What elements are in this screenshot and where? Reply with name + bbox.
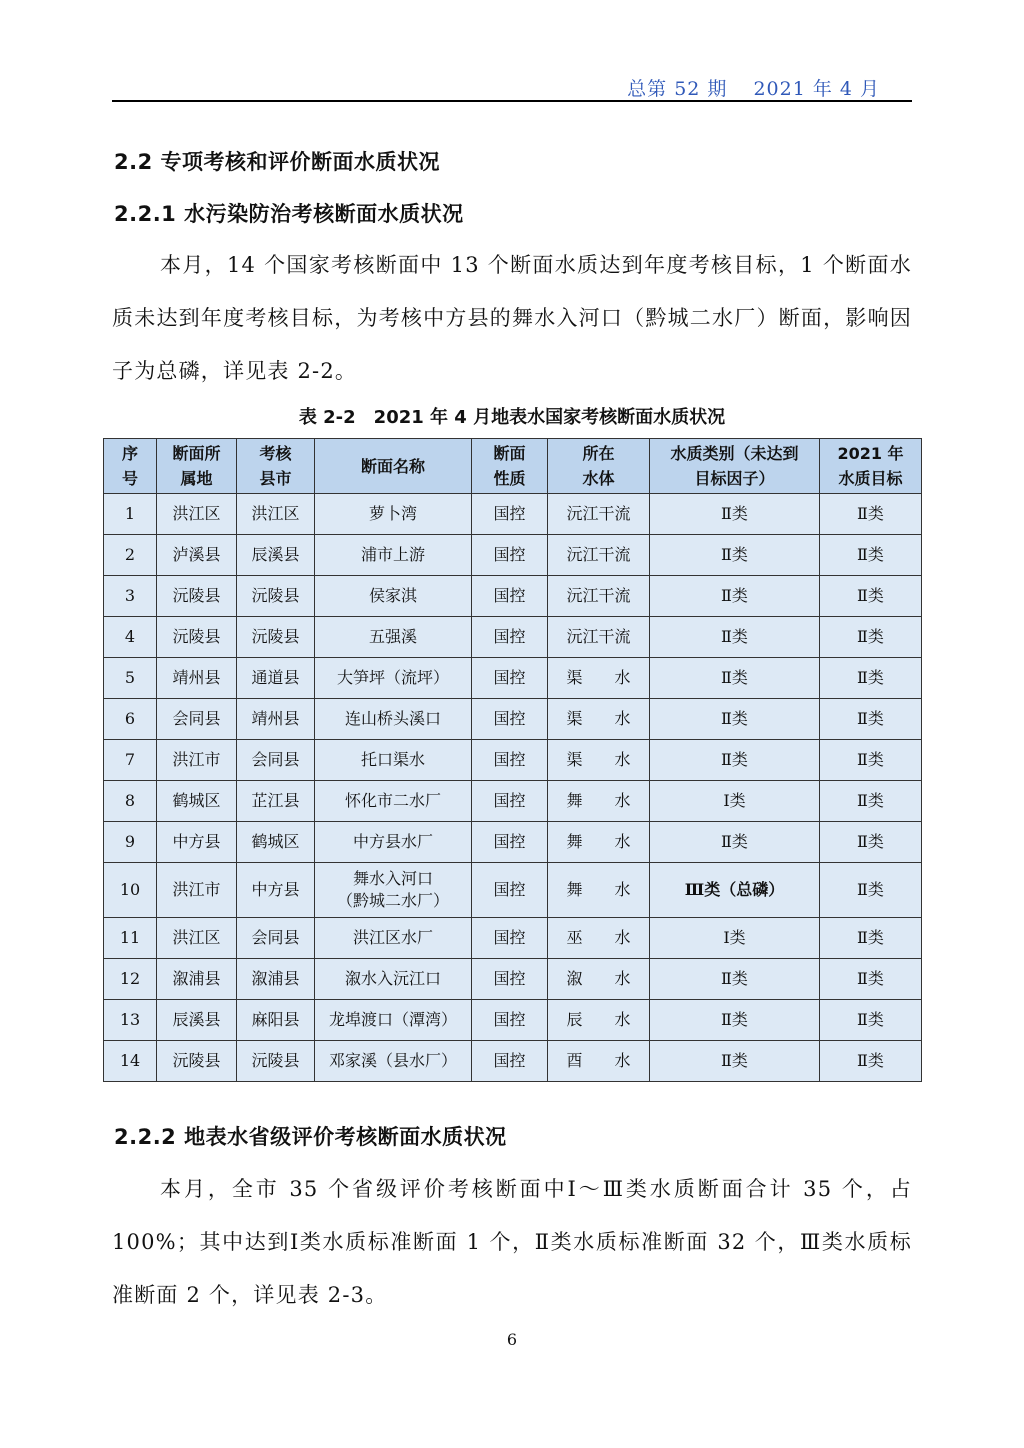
cell-county: 会同县: [237, 918, 315, 959]
cell-nature: 国控: [472, 918, 548, 959]
cell-no: 6: [104, 699, 157, 740]
cell-locality: 泸溪县: [157, 535, 237, 576]
header-target: 2021 年 水质目标: [820, 439, 922, 494]
cell-section-name: 龙埠渡口（潭湾）: [315, 1000, 472, 1041]
cell-no: 8: [104, 781, 157, 822]
cell-water-body: 沅江干流: [548, 617, 650, 658]
cell-county: 沅陵县: [237, 617, 315, 658]
table-row: [104, 918, 922, 959]
cell-quality-category: Ⅱ类: [650, 658, 820, 699]
cell-water-body: 舞 水: [548, 781, 650, 822]
cell-locality: 会同县: [157, 699, 237, 740]
cell-water-body: 渠 水: [548, 699, 650, 740]
cell-section-name: 侯家淇: [315, 576, 472, 617]
cell-quality-category: Ⅱ类: [650, 822, 820, 863]
cell-target: Ⅱ类: [820, 959, 922, 1000]
section-2-2-2-title: 2.2.2 地表水省级评价考核断面水质状况: [114, 1125, 507, 1149]
cell-section-name: 中方县水厂: [315, 822, 472, 863]
cell-no: 10: [104, 863, 157, 918]
cell-nature: 国控: [472, 863, 548, 918]
cell-county: 辰溪县: [237, 535, 315, 576]
cell-quality-category: Ⅱ类: [650, 494, 820, 535]
water-quality-table: [103, 438, 922, 1082]
cell-no: 14: [104, 1041, 157, 1082]
section-2-2-1-title: 2.2.1 水污染防治考核断面水质状况: [114, 202, 464, 226]
cell-locality: 辰溪县: [157, 1000, 237, 1041]
cell-nature: 国控: [472, 658, 548, 699]
cell-nature: 国控: [472, 494, 548, 535]
cell-target: Ⅱ类: [820, 658, 922, 699]
cell-county: 靖州县: [237, 699, 315, 740]
cell-target: Ⅱ类: [820, 781, 922, 822]
cell-target: Ⅱ类: [820, 740, 922, 781]
cell-section-name: 连山桥头溪口: [315, 699, 472, 740]
cell-section-name: 洪江区水厂: [315, 918, 472, 959]
cell-target: Ⅱ类: [820, 617, 922, 658]
cell-section-name: 萝卜湾: [315, 494, 472, 535]
cell-quality-category: Ⅱ类: [650, 576, 820, 617]
cell-quality-category: Ⅱ类: [650, 959, 820, 1000]
table-row: [104, 863, 922, 918]
cell-quality-category: Ⅱ类: [650, 617, 820, 658]
section-name-line: （黔城二水厂）: [336, 891, 449, 910]
cell-quality-category: Ⅱ类: [650, 1000, 820, 1041]
header-section-name: 断面名称: [315, 439, 472, 494]
cell-county: 通道县: [237, 658, 315, 699]
cell-water-body: 溆 水: [548, 959, 650, 1000]
table-header-row: [104, 439, 922, 494]
cell-locality: 中方县: [157, 822, 237, 863]
cell-locality: 沅陵县: [157, 576, 237, 617]
cell-nature: 国控: [472, 535, 548, 576]
cell-no: 2: [104, 535, 157, 576]
cell-no: 7: [104, 740, 157, 781]
table-row: [104, 617, 922, 658]
cell-locality: 沅陵县: [157, 617, 237, 658]
cell-water-body: 沅江干流: [548, 576, 650, 617]
cell-target: Ⅱ类: [820, 918, 922, 959]
cell-county: 沅陵县: [237, 576, 315, 617]
cell-county: 洪江区: [237, 494, 315, 535]
table-row: [104, 740, 922, 781]
cell-water-body: 辰 水: [548, 1000, 650, 1041]
cell-nature: 国控: [472, 740, 548, 781]
cell-quality-category: Ⅱ类: [650, 535, 820, 576]
cell-target: Ⅱ类: [820, 699, 922, 740]
cell-locality: 沅陵县: [157, 1041, 237, 1082]
cell-no: 1: [104, 494, 157, 535]
cell-section-name: 大笋坪（流坪）: [315, 658, 472, 699]
cell-nature: 国控: [472, 617, 548, 658]
header-quality-category: 水质类别（未达到 目标因子）: [650, 439, 820, 494]
cell-quality-category: Ⅱ类: [650, 1041, 820, 1082]
section-2-2-2-paragraph: 本月，全市 35 个省级评价考核断面中Ⅰ～Ⅲ类水质断面合计 35 个，占 100%；其中达到Ⅰ类水质标准断面 1 个，Ⅱ类水质标准断面 32 个，Ⅲ类水质标准断面 2 个，详见表 2-3。: [112, 1177, 912, 1307]
cell-target: Ⅱ类: [820, 863, 922, 918]
header-no: 序 号: [104, 439, 157, 494]
cell-county: 会同县: [237, 740, 315, 781]
cell-target: Ⅱ类: [820, 822, 922, 863]
cell-county: 中方县: [237, 863, 315, 918]
cell-quality-category: Ⅰ类: [650, 781, 820, 822]
cell-water-body: 巫 水: [548, 918, 650, 959]
header-locality: 断面所 属地: [157, 439, 237, 494]
cell-target: Ⅱ类: [820, 535, 922, 576]
cell-nature: 国控: [472, 822, 548, 863]
cell-no: 12: [104, 959, 157, 1000]
header-water-body: 所在 水体: [548, 439, 650, 494]
cell-section-name: 怀化市二水厂: [315, 781, 472, 822]
issue-date: 2021 年 4 月: [753, 78, 880, 100]
page-header: [627, 74, 880, 101]
cell-water-body: 渠 水: [548, 658, 650, 699]
table-row: [104, 1000, 922, 1041]
cell-no: 13: [104, 1000, 157, 1041]
cell-locality: 鹤城区: [157, 781, 237, 822]
cell-water-body: 沅江干流: [548, 535, 650, 576]
section-2-2-1-paragraph: 本月，14 个国家考核断面中 13 个断面水质达到年度考核目标，1 个断面水质未达到年度考核目标，为考核中方县的舞水入河口（黔城二水厂）断面，影响因子为总磷，详见表 2-2。: [112, 253, 912, 383]
table-row: [104, 959, 922, 1000]
section-name-line: 舞水入河口: [352, 869, 433, 888]
cell-water-body: 舞 水: [548, 863, 650, 918]
cell-target: Ⅱ类: [820, 1041, 922, 1082]
cell-no: 9: [104, 822, 157, 863]
cell-locality: 溆浦县: [157, 959, 237, 1000]
cell-water-body: 渠 水: [548, 740, 650, 781]
table-row: [104, 822, 922, 863]
cell-section-name: [315, 863, 472, 918]
cell-nature: 国控: [472, 1041, 548, 1082]
cell-no: 11: [104, 918, 157, 959]
cell-county: 芷江县: [237, 781, 315, 822]
header-nature: 断面 性质: [472, 439, 548, 494]
cell-locality: 洪江市: [157, 740, 237, 781]
cell-section-name: 溆水入沅江口: [315, 959, 472, 1000]
cell-locality: 洪江市: [157, 863, 237, 918]
cell-nature: 国控: [472, 959, 548, 1000]
cell-county: 鹤城区: [237, 822, 315, 863]
cell-target: Ⅱ类: [820, 576, 922, 617]
cell-section-name: 五强溪: [315, 617, 472, 658]
section-2-2-title: 2.2 专项考核和评价断面水质状况: [114, 150, 441, 174]
cell-county: 沅陵县: [237, 1041, 315, 1082]
table-row: [104, 535, 922, 576]
cell-quality-category: Ⅰ类: [650, 918, 820, 959]
issue-number: 总第 52 期: [627, 78, 728, 100]
table-row: [104, 781, 922, 822]
cell-nature: 国控: [472, 576, 548, 617]
cell-water-body: 舞 水: [548, 822, 650, 863]
cell-locality: 洪江区: [157, 918, 237, 959]
cell-target: Ⅱ类: [820, 1000, 922, 1041]
cell-quality-category: Ⅲ类（总磷）: [650, 863, 820, 918]
header-divider: [112, 100, 912, 102]
cell-water-body: 沅江干流: [548, 494, 650, 535]
cell-water-body: 酉 水: [548, 1041, 650, 1082]
table-row: [104, 1041, 922, 1082]
cell-quality-category: Ⅱ类: [650, 740, 820, 781]
cell-no: 5: [104, 658, 157, 699]
cell-target: Ⅱ类: [820, 494, 922, 535]
cell-section-name: 托口渠水: [315, 740, 472, 781]
table-row: [104, 494, 922, 535]
cell-section-name: 浦市上游: [315, 535, 472, 576]
cell-no: 3: [104, 576, 157, 617]
cell-locality: 洪江区: [157, 494, 237, 535]
cell-county: 麻阳县: [237, 1000, 315, 1041]
cell-nature: 国控: [472, 1000, 548, 1041]
table-row: [104, 658, 922, 699]
cell-nature: 国控: [472, 781, 548, 822]
page-number: 6: [506, 1330, 518, 1349]
cell-no: 4: [104, 617, 157, 658]
header-county: 考核 县市: [237, 439, 315, 494]
table-caption: 表 2-2 2021 年 4 月地表水国家考核断面水质状况: [298, 407, 726, 428]
table-row: [104, 699, 922, 740]
table-row: [104, 576, 922, 617]
cell-nature: 国控: [472, 699, 548, 740]
cell-quality-category: Ⅱ类: [650, 699, 820, 740]
cell-locality: 靖州县: [157, 658, 237, 699]
cell-section-name: 邓家溪（县水厂）: [315, 1041, 472, 1082]
cell-county: 溆浦县: [237, 959, 315, 1000]
